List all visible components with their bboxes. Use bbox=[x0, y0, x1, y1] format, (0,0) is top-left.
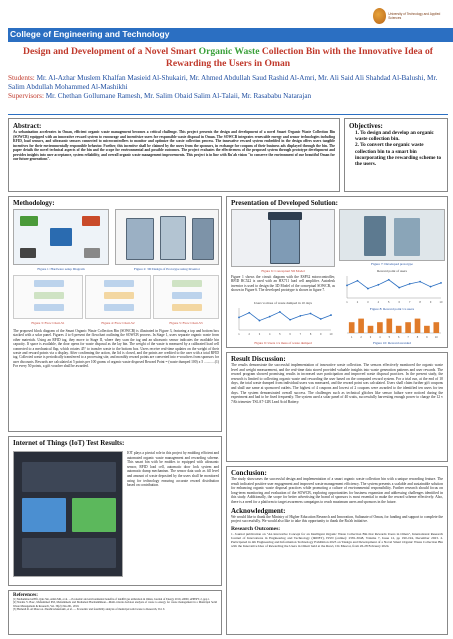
data-point bbox=[279, 311, 281, 313]
conclusion-section bbox=[226, 466, 448, 635]
figure-6-text: Figure 1 shows the circuit diagram with the ESP32 microcontroller, RFID RC522 is used with an HX711 load cell amplifier. Autodesk inventor is used to design the 3D Model of the conceptual SOWCB, as shown in Figure 6. The developed prototype is shown in figure 7. bbox=[231, 275, 335, 293]
bar bbox=[386, 319, 392, 333]
figure-7-caption: Figure 7: Developed prototype bbox=[371, 262, 413, 266]
x-tick-label: 8 bbox=[419, 301, 421, 304]
bar bbox=[405, 322, 411, 333]
data-point bbox=[388, 279, 390, 281]
figure-1-caption: Figure 1: Hardware setup Diagram bbox=[37, 267, 85, 271]
data-point bbox=[299, 315, 301, 317]
conceptual-model-figure bbox=[231, 209, 335, 267]
x-tick-label: 2 bbox=[360, 336, 362, 339]
references-heading: References: bbox=[13, 593, 38, 598]
x-tick-label: 3 bbox=[258, 333, 261, 336]
acknowledgment-text: We would like to thank the Ministry of Higher Education Research and Innovation, Sultanate of Oman, for funding and support to complete the project successfully. We would also like to take this opportunity to thank the Ru'ah initiative. bbox=[231, 514, 443, 524]
x-tick-label: 9 bbox=[429, 301, 432, 304]
x-tick-label: 5 bbox=[279, 333, 281, 336]
data-point bbox=[357, 280, 359, 282]
reward-chart-title: Reward point of users bbox=[377, 269, 407, 273]
data-point bbox=[248, 312, 250, 314]
university-logo bbox=[373, 6, 443, 26]
bar bbox=[368, 326, 374, 333]
iot-dashboard-figure bbox=[13, 451, 123, 577]
presentation-section bbox=[226, 196, 448, 348]
flowchart-s3 bbox=[153, 275, 219, 319]
figure-5-caption: Figure 5: Flow Chart-S3 bbox=[169, 321, 203, 325]
figure-2-caption: Figure 2: 3D Design of Prototype using Inventor bbox=[133, 267, 201, 271]
x-tick-label: 2 bbox=[356, 301, 359, 304]
reward-awarded-svg bbox=[339, 313, 445, 339]
acknowledgment-heading: Acknowledgment: bbox=[231, 506, 286, 515]
x-tick-label: 9 bbox=[426, 336, 428, 339]
supervisors-label: Supervisors: bbox=[8, 92, 44, 100]
objectives-section bbox=[344, 118, 448, 192]
data-point bbox=[419, 281, 421, 283]
methodology-section bbox=[8, 196, 222, 432]
reward-chart-svg bbox=[339, 274, 445, 304]
objectives-heading: Objectives: bbox=[349, 122, 383, 130]
iot-text: IOT plays a pivotal role in this project by enabling efficient and automated organic waste management and rewarding scheme. This smart bin with be enables to equipped with ultrasonic sensor, RFID load cell, automatic door lock system and automatic dump mechanism. The sensor data such as fill level and amount of waste deposited by the users shall be monitored using for technology ensuring accurate reward distribution based on contribution. bbox=[127, 451, 219, 488]
figure-10-caption: Figure 10: Reward awarded bbox=[373, 341, 411, 345]
objective-item-1: 1. To design and develop an organic waste collection bin. bbox=[355, 130, 434, 143]
mass-chart-title: Users vs mass of waste dumped in 10 days bbox=[253, 301, 312, 305]
series-line bbox=[239, 312, 331, 321]
data-point bbox=[377, 284, 379, 286]
flowchart-s2 bbox=[85, 275, 151, 319]
results-section bbox=[226, 352, 448, 462]
x-tick-label: 4 bbox=[379, 336, 381, 339]
hardware-setup-figure bbox=[13, 209, 109, 265]
data-point bbox=[238, 317, 240, 319]
bar bbox=[424, 326, 430, 333]
x-tick-label: 4 bbox=[377, 301, 380, 304]
data-point bbox=[259, 320, 261, 322]
data-point bbox=[409, 283, 411, 285]
data-point bbox=[367, 288, 369, 290]
data-point bbox=[269, 316, 271, 318]
methodology-heading: Methodology: bbox=[13, 199, 55, 207]
series-line bbox=[347, 280, 441, 289]
abstract-section bbox=[8, 118, 340, 192]
results-text: The results demonstrate the successful implementation of innovative waste collection. The sensors effectively monitored the organic waste level and weight measurement, and the real-time data stored provided valuable insights into waste generation patterns and user rewards. The reward program showed promising results in increased user participation and improved waste disposal practices. In the present study, the research is limited to collecting organic waste and rewarding the user based on the computed reward system. For a trial run, at the end of 10 days, the total waste dumped from individual users was measured, and the reward point was calculated. Users shall claim further gift coupons and shall use same at sponsored outlets. The highest of 4 coupons and lowest of 2 coupons were awarded to the identified ten users for ten days. The system demonstrated overall success. The challenges such as technical glitches like sensor failure were noticed during the experiment and had to be fixed frequently. The system used a solar panel of 40 watts, successfully harvesting enough power to charge the 12 v 7Ah trimester TSLA7-12B Lead Acid Battery. bbox=[231, 363, 443, 404]
data-point bbox=[320, 318, 322, 320]
figure-3-caption: Figure 3: Flow Chart-S1 bbox=[31, 321, 65, 325]
presentation-heading: Presentation of Developed Solution: bbox=[231, 199, 339, 207]
prototype-figure bbox=[339, 209, 445, 261]
x-tick-label: 4 bbox=[268, 333, 271, 336]
flowchart-s1 bbox=[13, 275, 83, 319]
divider bbox=[8, 114, 448, 115]
x-tick-label: 7 bbox=[407, 336, 409, 339]
iot-section bbox=[8, 436, 222, 586]
objective-item-2: 2. To convert the organic waste collection bin to a smart bin incorporating the rewarding scheme to the users. bbox=[355, 142, 442, 168]
x-tick-label: 8 bbox=[309, 333, 312, 336]
figure-6-caption: Figure 6: Conceptual 3D Model bbox=[261, 269, 305, 273]
iot-heading: Internet of Things (IoT) Test Results: bbox=[13, 439, 125, 447]
x-tick-label: 8 bbox=[416, 336, 419, 339]
bar bbox=[349, 322, 355, 333]
data-point bbox=[398, 287, 400, 289]
3d-design-figure bbox=[115, 209, 219, 265]
mass-chart bbox=[231, 301, 335, 339]
x-tick-label: 6 bbox=[397, 336, 400, 339]
bar bbox=[358, 319, 364, 333]
logo-text: University of Technology and Applied Sciences bbox=[388, 12, 441, 20]
figure-8-caption: Figure 8: Reward point v/s users bbox=[369, 307, 415, 311]
x-tick-label: 3 bbox=[367, 301, 369, 304]
x-tick-label: 7 bbox=[299, 333, 302, 336]
bar bbox=[415, 319, 421, 333]
figure-9-caption: Figure 9: Users v/s mass of waste dumped bbox=[254, 341, 312, 345]
outcomes-heading: Research Outcomes: bbox=[231, 525, 281, 532]
data-point bbox=[330, 314, 332, 316]
abstract-heading: Abstract: bbox=[13, 122, 42, 130]
x-tick-label: 1 bbox=[238, 333, 240, 336]
x-tick-label: 10 bbox=[439, 301, 443, 304]
students-label: Students: bbox=[8, 74, 35, 82]
title-part2: Collection Bin with the Innovative Idea of Rewarding the Users in Oman bbox=[165, 46, 433, 69]
bar bbox=[433, 322, 439, 333]
reference-2: [2] Natalia V. Basc, Mohammed PM, Mohammeds and Mohamed Harshamhhean—Multi-criteria decision analysis of waste to energy for waste management in a Municipal Solid Waste Management & Research, Vol. 36(2) 194-201, 2019. bbox=[13, 601, 217, 608]
abstract-text: As urbanization accelerates in Oman, efficient organic waste management becomes a critical challenge. This project presents the design and development of a novel Smart Organic Waste Collection Bin (SOWCB) equipped with an innovative reward system to encourage and incentivize users for responsible waste disposal in Oman. The SOWCB integrates renewable energy and sensor technologies including RFID, load sensors, and ultrasonic sensors connected to microcontrollers to monitor and optimize the waste collection process. The innovative reward system embedded in the design offers users tangible incentives for their environmentally responsible behavior. Further, this incentive shall be claimed by the users from the sponsors, in exchange for coupons of their business ads displayed through the bin. The paper details the novel technical aspects of the bin and the scope for environmental and possible outcomes. The project evaluates the effectiveness of the proposed system through prototype development and provides insights into user acceptance, system reliability, and overall organic waste management improvements. This project is in line with Ru'ah vision "to conserve the environment of our beautiful Oman for our future generations". bbox=[13, 130, 335, 161]
data-point bbox=[289, 319, 291, 321]
x-tick-label: 6 bbox=[289, 333, 291, 336]
x-tick-label: 9 bbox=[320, 333, 322, 336]
poster-title bbox=[8, 46, 448, 69]
mass-chart-svg bbox=[231, 306, 335, 336]
reference-1: [1] Mohammed AlFifi, Qais Sin, Amin Mti, et al. —Economic and environmental benefits of landfill gas utilization in Oman, Journal of Energy 2019, e0000, ePPPPT, 2, ppp1. bbox=[13, 598, 210, 601]
x-tick-label: 1 bbox=[346, 301, 348, 304]
references-section bbox=[8, 590, 222, 635]
x-tick-label: 5 bbox=[388, 301, 390, 304]
crest-icon bbox=[373, 8, 386, 24]
college-name: College of Engineering and Technology bbox=[10, 29, 170, 39]
reference-3: [3] Hamzah R. Al Mawa A. Zheshi/Abakuvakb, et al. — Economic and feasibility analysis of municipal solid waste to Research, Vol. 6 bbox=[13, 608, 165, 612]
bar bbox=[377, 322, 383, 333]
x-tick-label: 3 bbox=[369, 336, 372, 339]
x-tick-label: 1 bbox=[350, 336, 353, 339]
x-tick-label: 6 bbox=[398, 301, 400, 304]
title-part1: Design and Development of a Novel Smart bbox=[23, 46, 199, 57]
reward-awarded-chart bbox=[339, 313, 445, 339]
authors-block bbox=[8, 74, 448, 101]
x-tick-label: 5 bbox=[388, 336, 391, 339]
x-tick-label: 7 bbox=[408, 301, 411, 304]
outcomes-text: 1. Journal publication on "An innovative Concept for an Intelligent Organic Waste Collection Bin that Rewards Users in Oman", International Research Journal of Innovations in Engineering and Technology (IRJIET), ISSN (online): 2581-3048, Volume 7, Issue 12, pp 190-194, December 2023. 2. Participated in 4th Engineering and Information Technology Exhibition 2023 on 'Design and Development of a Novel Smart Organic Waste Collection Bin with the Innovative Idea of Rewarding the Users in Oman' held at the Ruwi, CK Muscat, from 26-28 February 2024. bbox=[231, 531, 443, 549]
supervisor-names: Mr. Chethan Gollumane Ramesh, Mr. Salim Obaid Salim Al-Talaii, Mr. Rasababu Natarajan bbox=[45, 92, 312, 100]
results-heading: Result Discussion: bbox=[231, 355, 286, 363]
reward-point-chart bbox=[339, 269, 445, 305]
bar bbox=[396, 326, 402, 333]
data-point bbox=[310, 313, 312, 315]
data-point bbox=[430, 286, 432, 288]
data-point bbox=[440, 282, 442, 284]
conclusion-heading: Conclusion: bbox=[231, 469, 267, 477]
figure-4-caption: Figure 4: Flow Chart-S2 bbox=[101, 321, 135, 325]
title-highlight: Organic Waste bbox=[198, 46, 260, 57]
x-tick-label: 10 bbox=[434, 336, 438, 339]
x-tick-label: 10 bbox=[329, 333, 333, 336]
conclusion-text: The study showcases the successful design and implementation of a smart organic waste collection bin with a unique rewarding feature. The result indicated positive user engagement and improved waste management efficiency. The system presents a scalable and sustainable solution for enhancing organic waste disposal practices while promoting a culture of environmental responsibility. Further research should focus on long-term monitoring and evaluation of the SOWCB, exploring opportunities for business expansion and addressing challenges identified in this study. Additionally, the scope for better advertising the brand of sponsors is most essential to make the reward scheme effectively. Also, there is a need for a platform to target awareness campaigns to reach maximum users and sponsors in the future. bbox=[231, 477, 443, 504]
data-point bbox=[346, 285, 348, 287]
x-tick-label: 2 bbox=[248, 333, 250, 336]
students-names: Mr. Al-Azhar Muslem Khalfan Masieid Al-Shukairi, Mr. Ahmed Abdullah Saud Rashid Al-Amri, Mr. Ali Said Ali Shahdad Al-Balushi, Mr. Salim Abdullah Mohammed Al-Mashikhi bbox=[8, 74, 438, 91]
methodology-text: The proposed block diagram of the Smart Organic Waste Collection Bin (SOWCB) is illustrated in Figure 3, featuring a top and bottom box stacked with a solar panel. Figures 4 to 6 present the flowchart outlining the SOWCB process. In Stage 1, users separate organic waste from other materials. Using an RFID tag, they move to Stage II, where they scan the tag and an ultrasonic sensor indicates the available bin capacity. If space is available, the door opens for waste disposal as the lay bin. The weight of the waste is measured by a calibrated load cell connected to a mechanical flap, which rotates 45° to transfer waste to the bottom box. Users receive real-time updates on the weight of their waste and reward points via a display. After confirming the action, the lid is closed, and the points are credited to the user with a total RFID tag. Collected waste is periodically transferred to a processing site, and monthly reward points are converted into e-vouchers from sponsors for user discounts. Rewards are calculated at 5 points per 100 grams of organic waste disposed Reward Point = (waste dumped 100) x 5 ............(1) For every 50 points, a gift voucher shall be awarded. bbox=[13, 329, 219, 369]
